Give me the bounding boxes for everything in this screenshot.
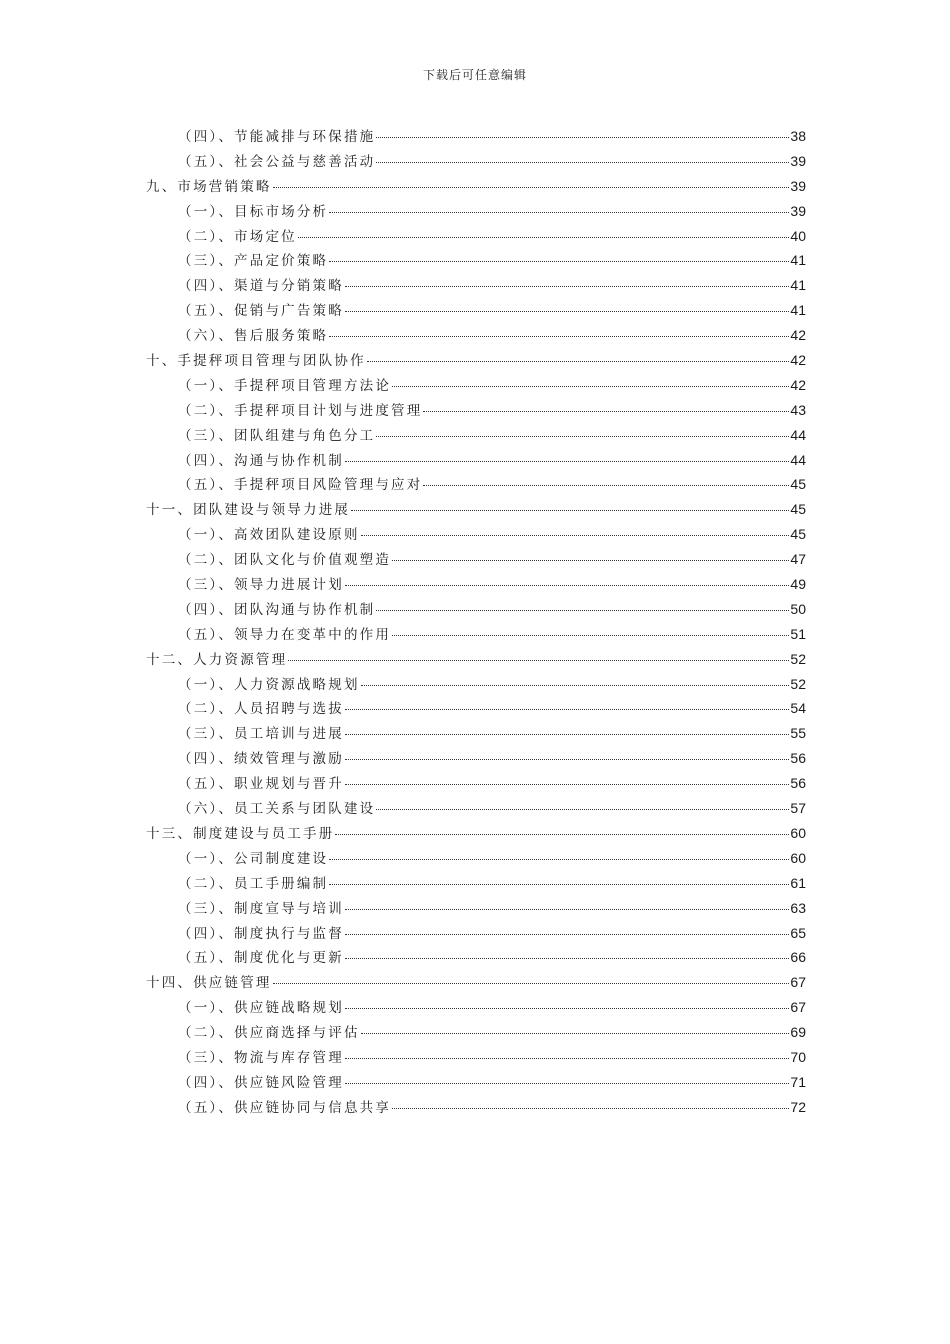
toc-entry-label: （四）、沟通与协作机制 [178, 452, 344, 469]
toc-page-number: 45 [790, 501, 806, 518]
toc-page-number: 44 [790, 451, 806, 468]
toc-page-number: 56 [790, 750, 806, 767]
toc-section-entry[interactable] [0, 374, 950, 399]
toc-page-number: 45 [790, 476, 806, 493]
toc-entry-label: 十、手提秤项目管理与团队协作 [146, 353, 366, 370]
toc-dot-leader [361, 685, 790, 686]
toc-page-number: 42 [790, 352, 806, 369]
toc-entry-label: 九、市场营销策略 [146, 178, 272, 195]
toc-entry-label: （一）、高效团队建设原则 [178, 527, 360, 544]
toc-section-entry[interactable] [0, 249, 950, 274]
toc-dot-leader [345, 1058, 789, 1059]
toc-dot-leader [361, 535, 790, 536]
toc-chapter-entry[interactable] [0, 498, 950, 523]
toc-dot-leader [345, 909, 789, 910]
toc-dot-leader [392, 386, 789, 387]
toc-entry-label: （四）、制度执行与监督 [178, 925, 344, 942]
toc-entry-label: 十一、团队建设与领导力进展 [146, 502, 351, 519]
toc-entry-label: （三）、团队组建与角色分工 [178, 427, 376, 444]
toc-section-entry[interactable] [0, 473, 950, 498]
toc-entry-label: （三）、产品定价策略 [178, 253, 329, 270]
toc-page-number: 54 [790, 700, 806, 717]
toc-entry-label: 十二、人力资源管理 [146, 651, 288, 668]
toc-entry-label: （三）、制度宣导与培训 [178, 900, 344, 917]
toc-dot-leader [329, 859, 789, 860]
toc-entry-label: （二）、员工手册编制 [178, 875, 329, 892]
toc-entry-label: （一）、供应链战略规划 [178, 1000, 344, 1017]
toc-dot-leader [335, 834, 789, 835]
toc-entry-label: （二）、供应商选择与评估 [178, 1025, 360, 1042]
toc-page-number: 41 [790, 302, 806, 319]
toc-section-entry[interactable] [0, 598, 950, 623]
toc-entry-label: （一）、手提秤项目管理方法论 [178, 377, 392, 394]
toc-section-entry[interactable] [0, 1021, 950, 1046]
toc-entry-label: （三）、物流与库存管理 [178, 1049, 344, 1066]
toc-section-entry[interactable] [0, 897, 950, 922]
toc-dot-leader [345, 311, 789, 312]
toc-section-entry[interactable] [0, 747, 950, 772]
toc-section-entry[interactable] [0, 872, 950, 897]
toc-section-entry[interactable] [0, 324, 950, 349]
toc-dot-leader [288, 660, 789, 661]
toc-entry-label: （二）、手提秤项目计划与进度管理 [178, 402, 423, 419]
toc-entry-label: （五）、供应链协同与信息共享 [178, 1099, 392, 1116]
toc-entry-label: （五）、手提秤项目风险管理与应对 [178, 477, 423, 494]
toc-section-entry[interactable] [0, 274, 950, 299]
toc-page-number: 39 [790, 152, 806, 169]
toc-page-number: 57 [790, 800, 806, 817]
toc-page-number: 67 [790, 999, 806, 1016]
toc-page-number: 39 [790, 202, 806, 219]
toc-entry-label: （六）、员工关系与团队建设 [178, 801, 376, 818]
toc-section-entry[interactable] [0, 1046, 950, 1071]
toc-section-entry[interactable] [0, 573, 950, 598]
toc-section-entry[interactable] [0, 722, 950, 747]
toc-chapter-entry[interactable] [0, 648, 950, 673]
toc-section-entry[interactable] [0, 125, 950, 150]
toc-dot-leader [345, 1008, 789, 1009]
toc-page-number: 44 [790, 426, 806, 443]
toc-page-number: 70 [790, 1048, 806, 1065]
toc-page-number: 72 [790, 1098, 806, 1115]
toc-entry-label: 十四、供应链管理 [146, 975, 272, 992]
toc-section-entry[interactable] [0, 548, 950, 573]
toc-entry-label: （四）、供应链风险管理 [178, 1074, 344, 1091]
toc-section-entry[interactable] [0, 797, 950, 822]
toc-page-number: 42 [790, 327, 806, 344]
toc-entry-label: （五）、促销与广告策略 [178, 303, 344, 320]
toc-chapter-entry[interactable] [0, 971, 950, 996]
toc-dot-leader [345, 709, 789, 710]
toc-dot-leader [345, 934, 789, 935]
toc-page-number: 40 [790, 227, 806, 244]
toc-section-entry[interactable] [0, 424, 950, 449]
toc-section-entry[interactable] [0, 523, 950, 548]
toc-page-number: 55 [790, 725, 806, 742]
toc-dot-leader [273, 187, 790, 188]
toc-section-entry[interactable] [0, 399, 950, 424]
toc-dot-leader [361, 1033, 790, 1034]
toc-section-entry[interactable] [0, 697, 950, 722]
toc-page-number: 67 [790, 974, 806, 991]
toc-entry-label: （一）、目标市场分析 [178, 203, 329, 220]
toc-dot-leader [345, 734, 789, 735]
toc-dot-leader [392, 1108, 789, 1109]
toc-entry-label: 十三、制度建设与员工手册 [146, 825, 335, 842]
toc-dot-leader [273, 983, 790, 984]
page-header: 下载后可任意编辑 [422, 68, 527, 82]
toc-section-entry[interactable] [0, 922, 950, 947]
toc-section-entry[interactable] [0, 200, 950, 225]
toc-entry-label: （五）、职业规划与晋升 [178, 776, 344, 793]
toc-section-entry[interactable] [0, 1096, 950, 1121]
toc-page-number: 60 [790, 824, 806, 841]
toc-page-number: 49 [790, 576, 806, 593]
toc-section-entry[interactable] [0, 946, 950, 971]
toc-dot-leader [392, 560, 789, 561]
toc-entry-label: （五）、领导力在变革中的作用 [178, 626, 392, 643]
toc-page-number: 51 [790, 625, 806, 642]
toc-dot-leader [345, 784, 789, 785]
table-of-contents [0, 125, 950, 1121]
toc-entry-label: （六）、售后服务策略 [178, 328, 329, 345]
toc-section-entry[interactable] [0, 150, 950, 175]
toc-entry-label: （二）、市场定位 [178, 228, 297, 245]
toc-dot-leader [329, 261, 789, 262]
toc-section-entry[interactable] [0, 623, 950, 648]
toc-entry-label: （一）、公司制度建设 [178, 850, 329, 867]
toc-dot-leader [329, 884, 789, 885]
toc-page-number: 41 [790, 277, 806, 294]
toc-entry-label: （四）、绩效管理与激励 [178, 751, 344, 768]
toc-dot-leader [329, 336, 789, 337]
toc-dot-leader [329, 212, 789, 213]
toc-dot-leader [376, 610, 789, 611]
toc-page-number: 41 [790, 252, 806, 269]
toc-entry-label: （五）、社会公益与慈善活动 [178, 153, 376, 170]
toc-page-number: 61 [790, 874, 806, 891]
toc-section-entry[interactable] [0, 1071, 950, 1096]
toc-page-number: 56 [790, 775, 806, 792]
toc-entry-label: （五）、制度优化与更新 [178, 950, 344, 967]
toc-page-number: 65 [790, 924, 806, 941]
toc-entry-label: （二）、团队文化与价值观塑造 [178, 552, 392, 569]
toc-page-number: 66 [790, 949, 806, 966]
toc-section-entry[interactable] [0, 772, 950, 797]
toc-page-number: 50 [790, 600, 806, 617]
toc-page-number: 45 [790, 526, 806, 543]
toc-section-entry[interactable] [0, 996, 950, 1021]
toc-dot-leader [345, 585, 789, 586]
toc-dot-leader [423, 485, 789, 486]
toc-dot-leader [345, 759, 789, 760]
toc-chapter-entry[interactable] [0, 175, 950, 200]
toc-dot-leader [298, 237, 790, 238]
toc-dot-leader [345, 461, 789, 462]
toc-section-entry[interactable] [0, 847, 950, 872]
toc-entry-label: （四）、渠道与分销策略 [178, 278, 344, 295]
toc-dot-leader [345, 958, 789, 959]
toc-entry-label: （三）、员工培训与进展 [178, 726, 344, 743]
toc-dot-leader [345, 1083, 789, 1084]
toc-entry-label: （三）、领导力进展计划 [178, 577, 344, 594]
toc-dot-leader [345, 286, 789, 287]
toc-section-entry[interactable] [0, 449, 950, 474]
toc-dot-leader [392, 635, 789, 636]
toc-dot-leader [367, 361, 790, 362]
toc-section-entry[interactable] [0, 225, 950, 250]
toc-entry-label: （一）、人力资源战略规划 [178, 676, 360, 693]
toc-section-entry[interactable] [0, 299, 950, 324]
toc-dot-leader [376, 137, 789, 138]
toc-page-number: 69 [790, 1024, 806, 1041]
toc-dot-leader [423, 411, 789, 412]
toc-entry-label: （四）、团队沟通与协作机制 [178, 601, 376, 618]
toc-page-number: 52 [790, 650, 806, 667]
toc-page-number: 60 [790, 849, 806, 866]
toc-dot-leader [376, 809, 789, 810]
toc-page-number: 38 [790, 128, 806, 144]
toc-dot-leader [376, 162, 789, 163]
toc-page-number: 63 [790, 899, 806, 916]
toc-dot-leader [351, 510, 789, 511]
toc-page-number: 42 [790, 376, 806, 393]
toc-dot-leader [376, 436, 789, 437]
toc-chapter-entry[interactable] [0, 349, 950, 374]
toc-page-number: 43 [790, 401, 806, 418]
toc-page-number: 71 [790, 1073, 806, 1090]
toc-chapter-entry[interactable] [0, 822, 950, 847]
toc-entry-label: （二）、人员招聘与选拔 [178, 701, 344, 718]
toc-page-number: 39 [790, 177, 806, 194]
toc-page-number: 52 [790, 675, 806, 692]
toc-entry-label: （四）、节能减排与环保措施 [178, 129, 376, 145]
toc-page-number: 47 [790, 551, 806, 568]
toc-section-entry[interactable] [0, 673, 950, 698]
